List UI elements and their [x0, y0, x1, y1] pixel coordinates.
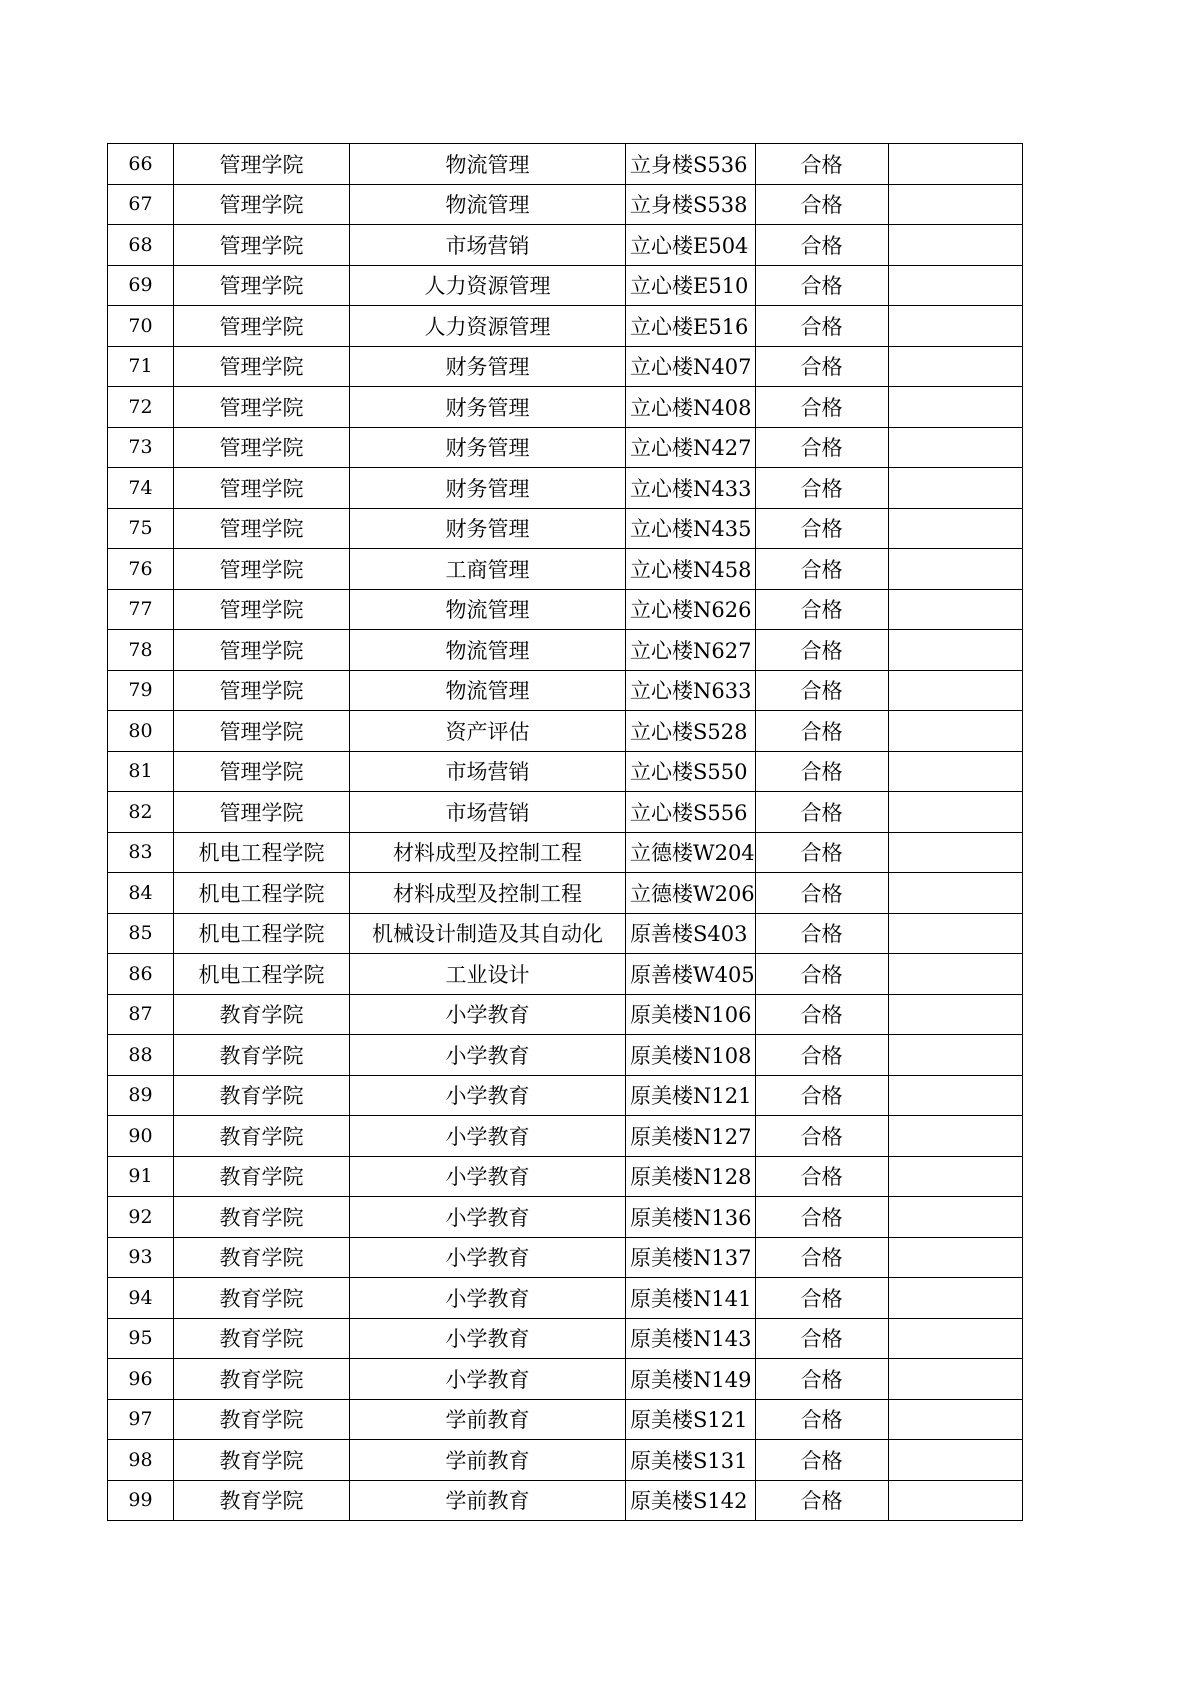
row-number-cell: 75: [108, 508, 174, 549]
table-row: [108, 468, 1023, 509]
room-cell: 立心楼N633: [626, 670, 756, 711]
table-row: [108, 549, 1023, 590]
result-cell: 合格: [755, 265, 888, 306]
note-cell: [888, 711, 1022, 752]
result-cell: 合格: [755, 468, 888, 509]
result-cell: 合格: [755, 387, 888, 428]
major-cell: 物流管理: [350, 184, 626, 225]
table-row: [108, 630, 1023, 671]
result-cell: 合格: [755, 346, 888, 387]
result-cell: 合格: [755, 1197, 888, 1238]
room-cell: 立心楼S556: [626, 792, 756, 833]
note-cell: [888, 954, 1022, 995]
result-cell: 合格: [755, 1237, 888, 1278]
table-row: [108, 1359, 1023, 1400]
major-cell: 小学教育: [350, 1075, 626, 1116]
note-cell: [888, 1237, 1022, 1278]
major-cell: 学前教育: [350, 1399, 626, 1440]
college-cell: 教育学院: [174, 1116, 350, 1157]
major-cell: 财务管理: [350, 508, 626, 549]
room-cell: 立德楼W204: [626, 832, 756, 873]
college-cell: 机电工程学院: [174, 913, 350, 954]
room-cell: 原美楼N137: [626, 1237, 756, 1278]
row-number-cell: 66: [108, 144, 174, 185]
note-cell: [888, 1480, 1022, 1521]
room-cell: 原善楼S403: [626, 913, 756, 954]
note-cell: [888, 873, 1022, 914]
row-number-cell: 93: [108, 1237, 174, 1278]
table-row: [108, 751, 1023, 792]
room-cell: 立心楼E510: [626, 265, 756, 306]
major-cell: 小学教育: [350, 1156, 626, 1197]
result-cell: 合格: [755, 1399, 888, 1440]
note-cell: [888, 225, 1022, 266]
major-cell: 小学教育: [350, 1278, 626, 1319]
result-cell: 合格: [755, 144, 888, 185]
room-cell: 立心楼E516: [626, 306, 756, 347]
note-cell: [888, 265, 1022, 306]
major-cell: 物流管理: [350, 144, 626, 185]
major-cell: 财务管理: [350, 468, 626, 509]
note-cell: [888, 144, 1022, 185]
result-cell: 合格: [755, 913, 888, 954]
table-row: [108, 954, 1023, 995]
note-cell: [888, 1156, 1022, 1197]
row-number-cell: 80: [108, 711, 174, 752]
room-cell: 立心楼N435: [626, 508, 756, 549]
college-cell: 教育学院: [174, 1318, 350, 1359]
note-cell: [888, 589, 1022, 630]
major-cell: 学前教育: [350, 1440, 626, 1481]
table-row: [108, 711, 1023, 752]
result-cell: 合格: [755, 1480, 888, 1521]
table-row: [108, 1399, 1023, 1440]
row-number-cell: 79: [108, 670, 174, 711]
table-row: [108, 427, 1023, 468]
result-cell: 合格: [755, 711, 888, 752]
row-number-cell: 85: [108, 913, 174, 954]
room-cell: 立身楼S536: [626, 144, 756, 185]
major-cell: 小学教育: [350, 1116, 626, 1157]
room-cell: 原美楼N141: [626, 1278, 756, 1319]
college-cell: 教育学院: [174, 1359, 350, 1400]
note-cell: [888, 508, 1022, 549]
note-cell: [888, 1075, 1022, 1116]
note-cell: [888, 792, 1022, 833]
room-cell: 原美楼N106: [626, 994, 756, 1035]
note-cell: [888, 994, 1022, 1035]
major-cell: 机械设计制造及其自动化: [350, 913, 626, 954]
table-row: [108, 306, 1023, 347]
room-cell: 立心楼N433: [626, 468, 756, 509]
table-row: [108, 1035, 1023, 1076]
note-cell: [888, 387, 1022, 428]
inspection-results-table: [107, 143, 1023, 1521]
row-number-cell: 68: [108, 225, 174, 266]
result-cell: 合格: [755, 873, 888, 914]
note-cell: [888, 184, 1022, 225]
major-cell: 人力资源管理: [350, 265, 626, 306]
row-number-cell: 95: [108, 1318, 174, 1359]
note-cell: [888, 1440, 1022, 1481]
row-number-cell: 67: [108, 184, 174, 225]
room-cell: 立心楼N407: [626, 346, 756, 387]
college-cell: 教育学院: [174, 1278, 350, 1319]
row-number-cell: 69: [108, 265, 174, 306]
major-cell: 工商管理: [350, 549, 626, 590]
row-number-cell: 77: [108, 589, 174, 630]
result-cell: 合格: [755, 184, 888, 225]
room-cell: 立心楼S550: [626, 751, 756, 792]
room-cell: 立身楼S538: [626, 184, 756, 225]
row-number-cell: 92: [108, 1197, 174, 1238]
result-cell: 合格: [755, 1156, 888, 1197]
result-cell: 合格: [755, 630, 888, 671]
room-cell: 原美楼N128: [626, 1156, 756, 1197]
college-cell: 管理学院: [174, 589, 350, 630]
college-cell: 管理学院: [174, 306, 350, 347]
college-cell: 教育学院: [174, 1156, 350, 1197]
result-cell: 合格: [755, 1075, 888, 1116]
table-row: [108, 1197, 1023, 1238]
row-number-cell: 96: [108, 1359, 174, 1400]
note-cell: [888, 1197, 1022, 1238]
row-number-cell: 99: [108, 1480, 174, 1521]
college-cell: 管理学院: [174, 630, 350, 671]
table-row: [108, 589, 1023, 630]
major-cell: 小学教育: [350, 1197, 626, 1238]
college-cell: 管理学院: [174, 711, 350, 752]
result-cell: 合格: [755, 994, 888, 1035]
major-cell: 小学教育: [350, 1318, 626, 1359]
table-row: [108, 387, 1023, 428]
note-cell: [888, 1399, 1022, 1440]
major-cell: 财务管理: [350, 427, 626, 468]
major-cell: 小学教育: [350, 994, 626, 1035]
result-cell: 合格: [755, 589, 888, 630]
room-cell: 原善楼W405: [626, 954, 756, 995]
major-cell: 小学教育: [350, 1237, 626, 1278]
room-cell: 立心楼N458: [626, 549, 756, 590]
note-cell: [888, 832, 1022, 873]
table-row: [108, 994, 1023, 1035]
row-number-cell: 86: [108, 954, 174, 995]
table-row: [108, 670, 1023, 711]
room-cell: 原美楼S142: [626, 1480, 756, 1521]
note-cell: [888, 346, 1022, 387]
room-cell: 原美楼S121: [626, 1399, 756, 1440]
major-cell: 市场营销: [350, 225, 626, 266]
result-cell: 合格: [755, 832, 888, 873]
result-cell: 合格: [755, 670, 888, 711]
note-cell: [888, 670, 1022, 711]
note-cell: [888, 1359, 1022, 1400]
major-cell: 人力资源管理: [350, 306, 626, 347]
row-number-cell: 73: [108, 427, 174, 468]
row-number-cell: 76: [108, 549, 174, 590]
major-cell: 工业设计: [350, 954, 626, 995]
major-cell: 材料成型及控制工程: [350, 832, 626, 873]
room-cell: 立德楼W206: [626, 873, 756, 914]
result-cell: 合格: [755, 225, 888, 266]
row-number-cell: 94: [108, 1278, 174, 1319]
room-cell: 原美楼N108: [626, 1035, 756, 1076]
note-cell: [888, 1318, 1022, 1359]
row-number-cell: 70: [108, 306, 174, 347]
college-cell: 管理学院: [174, 670, 350, 711]
major-cell: 物流管理: [350, 589, 626, 630]
table-row: [108, 1237, 1023, 1278]
table-row: [108, 1480, 1023, 1521]
college-cell: 机电工程学院: [174, 954, 350, 995]
table-body: [108, 144, 1023, 1521]
result-cell: 合格: [755, 508, 888, 549]
major-cell: 市场营销: [350, 792, 626, 833]
college-cell: 管理学院: [174, 792, 350, 833]
table-row: [108, 144, 1023, 185]
note-cell: [888, 751, 1022, 792]
row-number-cell: 98: [108, 1440, 174, 1481]
room-cell: 立心楼N627: [626, 630, 756, 671]
major-cell: 财务管理: [350, 387, 626, 428]
college-cell: 管理学院: [174, 427, 350, 468]
note-cell: [888, 306, 1022, 347]
result-cell: 合格: [755, 751, 888, 792]
college-cell: 教育学院: [174, 1075, 350, 1116]
result-cell: 合格: [755, 1278, 888, 1319]
room-cell: 立心楼N626: [626, 589, 756, 630]
college-cell: 教育学院: [174, 1440, 350, 1481]
major-cell: 学前教育: [350, 1480, 626, 1521]
college-cell: 管理学院: [174, 751, 350, 792]
note-cell: [888, 427, 1022, 468]
row-number-cell: 84: [108, 873, 174, 914]
row-number-cell: 91: [108, 1156, 174, 1197]
row-number-cell: 82: [108, 792, 174, 833]
room-cell: 原美楼N149: [626, 1359, 756, 1400]
result-cell: 合格: [755, 306, 888, 347]
college-cell: 机电工程学院: [174, 873, 350, 914]
major-cell: 市场营销: [350, 751, 626, 792]
room-cell: 立心楼S528: [626, 711, 756, 752]
row-number-cell: 71: [108, 346, 174, 387]
college-cell: 教育学院: [174, 1399, 350, 1440]
result-cell: 合格: [755, 549, 888, 590]
major-cell: 物流管理: [350, 670, 626, 711]
note-cell: [888, 468, 1022, 509]
row-number-cell: 83: [108, 832, 174, 873]
major-cell: 物流管理: [350, 630, 626, 671]
college-cell: 教育学院: [174, 1480, 350, 1521]
room-cell: 立心楼N427: [626, 427, 756, 468]
note-cell: [888, 913, 1022, 954]
result-cell: 合格: [755, 1035, 888, 1076]
table-row: [108, 508, 1023, 549]
note-cell: [888, 549, 1022, 590]
college-cell: 管理学院: [174, 346, 350, 387]
room-cell: 原美楼S131: [626, 1440, 756, 1481]
row-number-cell: 81: [108, 751, 174, 792]
row-number-cell: 97: [108, 1399, 174, 1440]
row-number-cell: 74: [108, 468, 174, 509]
table-row: [108, 225, 1023, 266]
note-cell: [888, 1116, 1022, 1157]
result-cell: 合格: [755, 1440, 888, 1481]
room-cell: 立心楼N408: [626, 387, 756, 428]
table-row: [108, 873, 1023, 914]
college-cell: 管理学院: [174, 225, 350, 266]
note-cell: [888, 1278, 1022, 1319]
college-cell: 管理学院: [174, 468, 350, 509]
table-row: [108, 1156, 1023, 1197]
result-cell: 合格: [755, 1359, 888, 1400]
college-cell: 管理学院: [174, 508, 350, 549]
result-cell: 合格: [755, 792, 888, 833]
row-number-cell: 78: [108, 630, 174, 671]
table-row: [108, 265, 1023, 306]
college-cell: 管理学院: [174, 144, 350, 185]
row-number-cell: 88: [108, 1035, 174, 1076]
table-row: [108, 1116, 1023, 1157]
room-cell: 原美楼N143: [626, 1318, 756, 1359]
result-cell: 合格: [755, 1318, 888, 1359]
college-cell: 管理学院: [174, 265, 350, 306]
major-cell: 财务管理: [350, 346, 626, 387]
table-row: [108, 832, 1023, 873]
major-cell: 资产评估: [350, 711, 626, 752]
result-cell: 合格: [755, 954, 888, 995]
table-row: [108, 1440, 1023, 1481]
result-cell: 合格: [755, 1116, 888, 1157]
note-cell: [888, 1035, 1022, 1076]
row-number-cell: 90: [108, 1116, 174, 1157]
college-cell: 管理学院: [174, 549, 350, 590]
major-cell: 小学教育: [350, 1035, 626, 1076]
college-cell: 教育学院: [174, 994, 350, 1035]
table-row: [108, 1278, 1023, 1319]
table-row: [108, 792, 1023, 833]
row-number-cell: 72: [108, 387, 174, 428]
major-cell: 材料成型及控制工程: [350, 873, 626, 914]
major-cell: 小学教育: [350, 1359, 626, 1400]
table-row: [108, 1075, 1023, 1116]
college-cell: 教育学院: [174, 1197, 350, 1238]
college-cell: 机电工程学院: [174, 832, 350, 873]
row-number-cell: 89: [108, 1075, 174, 1116]
note-cell: [888, 630, 1022, 671]
table-row: [108, 1318, 1023, 1359]
room-cell: 立心楼E504: [626, 225, 756, 266]
room-cell: 原美楼N136: [626, 1197, 756, 1238]
result-cell: 合格: [755, 427, 888, 468]
table-row: [108, 184, 1023, 225]
college-cell: 管理学院: [174, 184, 350, 225]
table-row: [108, 346, 1023, 387]
room-cell: 原美楼N127: [626, 1116, 756, 1157]
college-cell: 教育学院: [174, 1035, 350, 1076]
college-cell: 教育学院: [174, 1237, 350, 1278]
row-number-cell: 87: [108, 994, 174, 1035]
table-row: [108, 913, 1023, 954]
room-cell: 原美楼N121: [626, 1075, 756, 1116]
college-cell: 管理学院: [174, 387, 350, 428]
